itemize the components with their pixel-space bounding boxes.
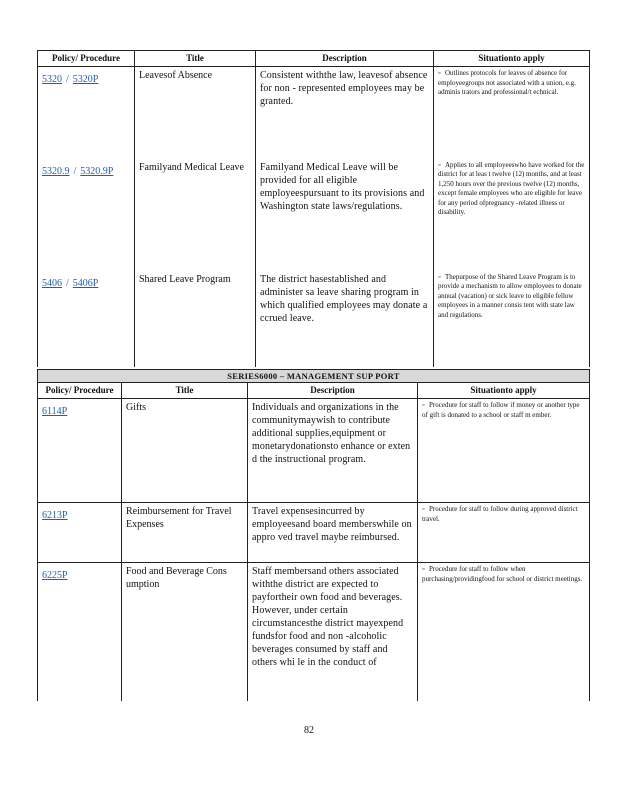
header-title: Title — [122, 383, 248, 399]
procedure-link[interactable]: 6114P — [42, 406, 68, 417]
procedure-link[interactable]: 5406P — [72, 277, 99, 289]
checkbox-bullet-icon: ▫ — [438, 160, 441, 169]
policy-table-series5000 — [37, 50, 590, 367]
header-description: Description — [248, 383, 418, 399]
table-row — [38, 271, 590, 367]
policy-table-series6000 — [37, 369, 590, 701]
row-title: Leavesof Absence — [135, 67, 256, 159]
row-description: The district hasestablished and administer sa leave sharing program in which qualified employees may donate a ccrued leave. — [256, 271, 434, 367]
row-description: Familyand Medical Leave will be provided for all eligible employeespursuant to its provisions and Washington state laws/regulations. — [256, 159, 434, 271]
row-situation: ▫ Applies to all employeeswho have worked for the district for at leas t twelve (12) months, and at least 1,250 hours over the previous twelve (12) months, except female employees who are eligible for leave for any period ofpregnancy -related illness or disability. — [434, 159, 590, 271]
policy-link[interactable]: 5406 — [42, 277, 62, 289]
row-description: Travel expensesincurred by employeesand board memberswhile on appro ved travel maybe reimbursed. — [248, 503, 418, 563]
table-row — [38, 159, 590, 271]
policy-code-cell: 5406 / 5406P — [38, 271, 135, 367]
checkbox-bullet-icon: ▫ — [422, 505, 425, 513]
checkbox-bullet-icon: ▫ — [438, 272, 441, 281]
row-situation: ▫ Procedure for staff to follow during approved district travel. — [418, 503, 590, 563]
table-row — [38, 503, 590, 563]
policy-link[interactable]: 5320 — [42, 74, 62, 85]
policy-code-cell — [38, 399, 122, 503]
policy-code-cell — [38, 503, 122, 563]
policy-link[interactable]: 5320.9 — [42, 165, 70, 177]
row-title: Reimbursement for Travel Expenses — [122, 503, 248, 563]
table-row — [38, 563, 590, 701]
row-title: Food and Beverage Cons umption — [122, 563, 248, 701]
header-situation: Situationto apply — [418, 383, 590, 399]
header-description: Description — [256, 51, 434, 67]
header-situation: Situationto apply — [434, 51, 590, 67]
header-title: Title — [135, 51, 256, 67]
row-title: Familyand Medical Leave — [135, 159, 256, 271]
row-description: Staff membersand others associated withthe district are expected to payfortheir own food and beverages. However, under certain circumstancesthe district mayexpend fundsfor food and non -alcoholic beverages consumed by staff and others whi le in the conduct of — [248, 563, 418, 701]
procedure-link[interactable]: 6225P — [42, 570, 68, 581]
row-description: Consistent withthe law, leavesof absence for non - represented employees may be granted. — [256, 67, 434, 159]
checkbox-bullet-icon: ▫ — [438, 69, 441, 77]
row-situation: ▫ Procedure for staff to follow if money or another type of gift is donated to a school or staff m ember. — [418, 399, 590, 503]
row-description: Individuals and organizations in the communitymaywish to contribute additional supplies,equipment or monetarydonationsto enhance or exten d the instructional program. — [248, 399, 418, 503]
header-policy-procedure: Policy/ Procedure — [38, 51, 135, 67]
header-policy-procedure: Policy/ Procedure — [38, 383, 122, 399]
policy-code-cell: 5320 / 5320P — [38, 67, 135, 159]
checkbox-bullet-icon: ▫ — [422, 565, 425, 573]
row-situation: ▫ Outlines protocols for leaves of absence for employeegroups not associated with a union, e.g. adminis trators and professional/t echnical. — [434, 67, 590, 159]
page-number: 82 — [304, 725, 314, 736]
row-title: Shared Leave Program — [135, 271, 256, 367]
row-situation: ▫ Procedure for staff to follow when purchasing/providingfood for school or district meetings. — [418, 563, 590, 701]
policy-code-cell — [38, 563, 122, 701]
procedure-link[interactable]: 6213P — [42, 510, 68, 521]
series-title: SERIES6000 – MANAGEMENT SUP PORT — [38, 370, 590, 383]
procedure-link[interactable]: 5320.9P — [80, 165, 114, 177]
table-row — [38, 67, 590, 159]
row-situation: ▫ Thepurpose of the Shared Leave Program is to provide a mechanism to allow employees to donate annual (vacation) or sick leave to eligible fellow employees in a manner consis tent with state law and regulations. — [434, 271, 590, 367]
row-title: Gifts — [122, 399, 248, 503]
table-row — [38, 399, 590, 503]
policy-code-cell: 5320.9 / 5320.9P — [38, 159, 135, 271]
checkbox-bullet-icon: ▫ — [422, 401, 425, 409]
procedure-link[interactable]: 5320P — [72, 74, 99, 85]
